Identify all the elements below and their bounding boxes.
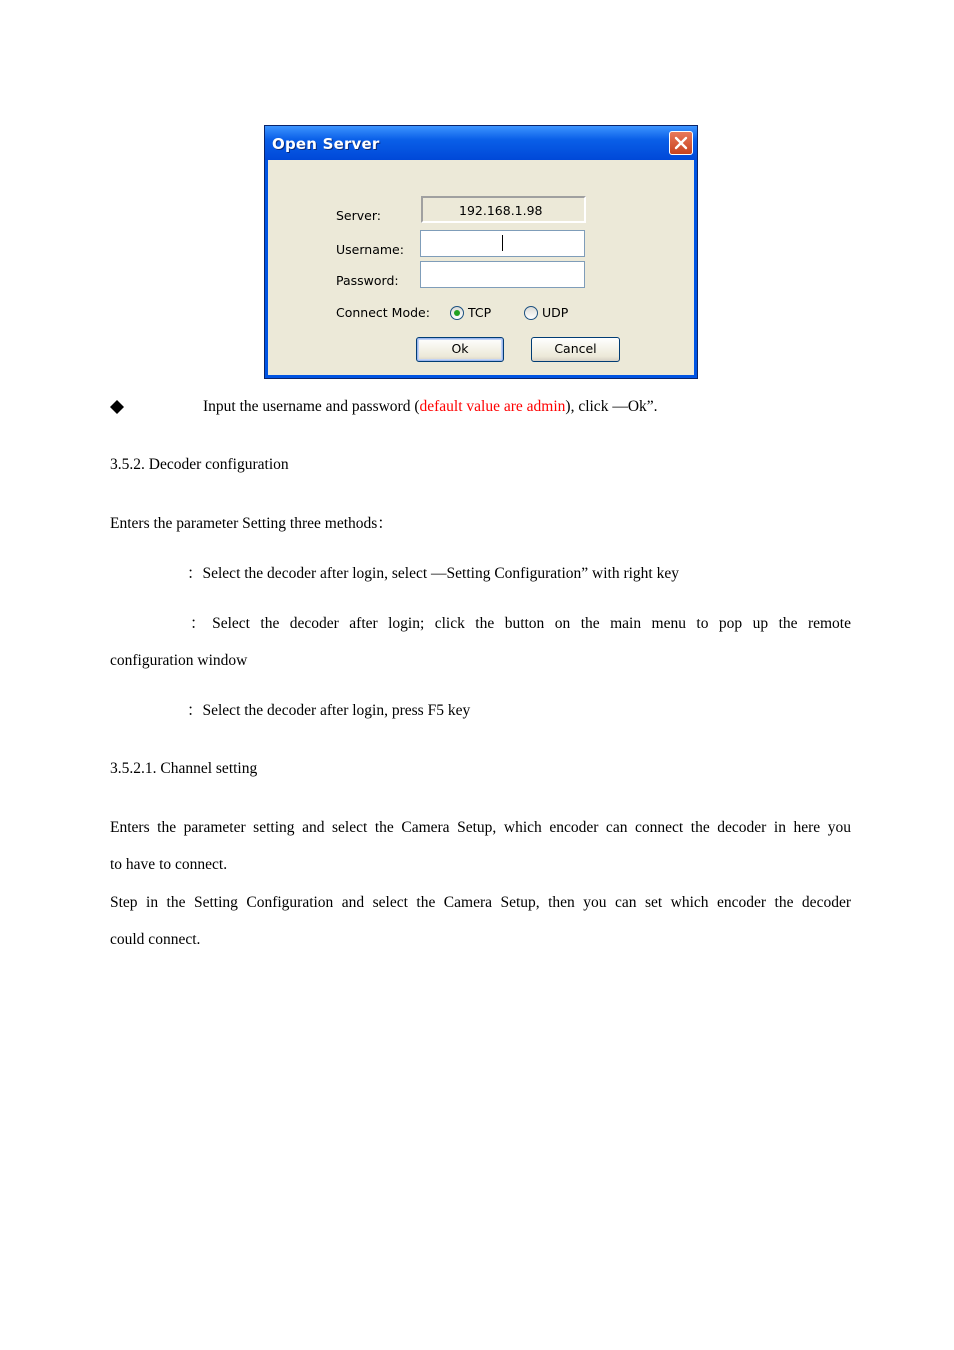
tcp-radio[interactable] [450, 306, 464, 320]
ok-button[interactable]: Ok [416, 337, 504, 362]
bullet-instruction [203, 397, 658, 417]
method-2-line-1: ：Select the decoder after login; click the button on the main menu to pop up the remote [190, 615, 851, 632]
diamond-bullet-icon [110, 400, 124, 414]
udp-radio[interactable] [524, 306, 538, 320]
server-field: 192.168.1.98 [421, 196, 586, 223]
bullet-text-pre: Input the username and password ( [203, 398, 420, 415]
password-field[interactable] [420, 261, 585, 288]
bullet-text-post: ), click ―Ok”. [565, 398, 658, 415]
username-field[interactable] [420, 230, 585, 257]
username-label: Username: [336, 242, 404, 257]
udp-label[interactable]: UDP [542, 305, 569, 320]
text-caret [502, 235, 503, 251]
heading-decoder-configuration: 3.5.2. Decoder configuration [110, 456, 289, 473]
connect-mode-label: Connect Mode: [336, 305, 430, 320]
cancel-button[interactable]: Cancel [531, 337, 620, 362]
dialog-title: Open Server [272, 135, 380, 153]
dialog-body [268, 160, 694, 375]
method-2-line-2: configuration window [110, 652, 248, 669]
server-label: Server: [336, 208, 381, 223]
close-button[interactable] [669, 131, 693, 155]
paragraph-1-line-2: to have to connect. [110, 856, 228, 873]
open-server-dialog [264, 125, 698, 379]
radio-selected-dot [454, 310, 460, 316]
paragraph-2-line-2: could connect. [110, 931, 201, 948]
password-label: Password: [336, 273, 399, 288]
methods-intro: Enters the parameter Setting three methods： [110, 515, 393, 532]
method-1: ：Select the decoder after login, select ―Setting Configuration” with right key [187, 565, 679, 582]
tcp-label[interactable]: TCP [468, 305, 492, 320]
bullet-text-red: default value are admin [419, 398, 566, 415]
paragraph-1-line-1: Enters the parameter setting and select the Camera Setup, which encoder can connect the decoder in here you [110, 819, 851, 836]
heading-channel-setting: 3.5.2.1. Channel setting [110, 760, 258, 777]
close-icon [674, 136, 688, 150]
method-3: ：Select the decoder after login, press F5 key [187, 702, 471, 719]
paragraph-2-line-1: Step in the Setting Configuration and select the Camera Setup, then you can set which encoder the decoder [110, 894, 851, 911]
dialog-titlebar[interactable] [265, 126, 697, 160]
